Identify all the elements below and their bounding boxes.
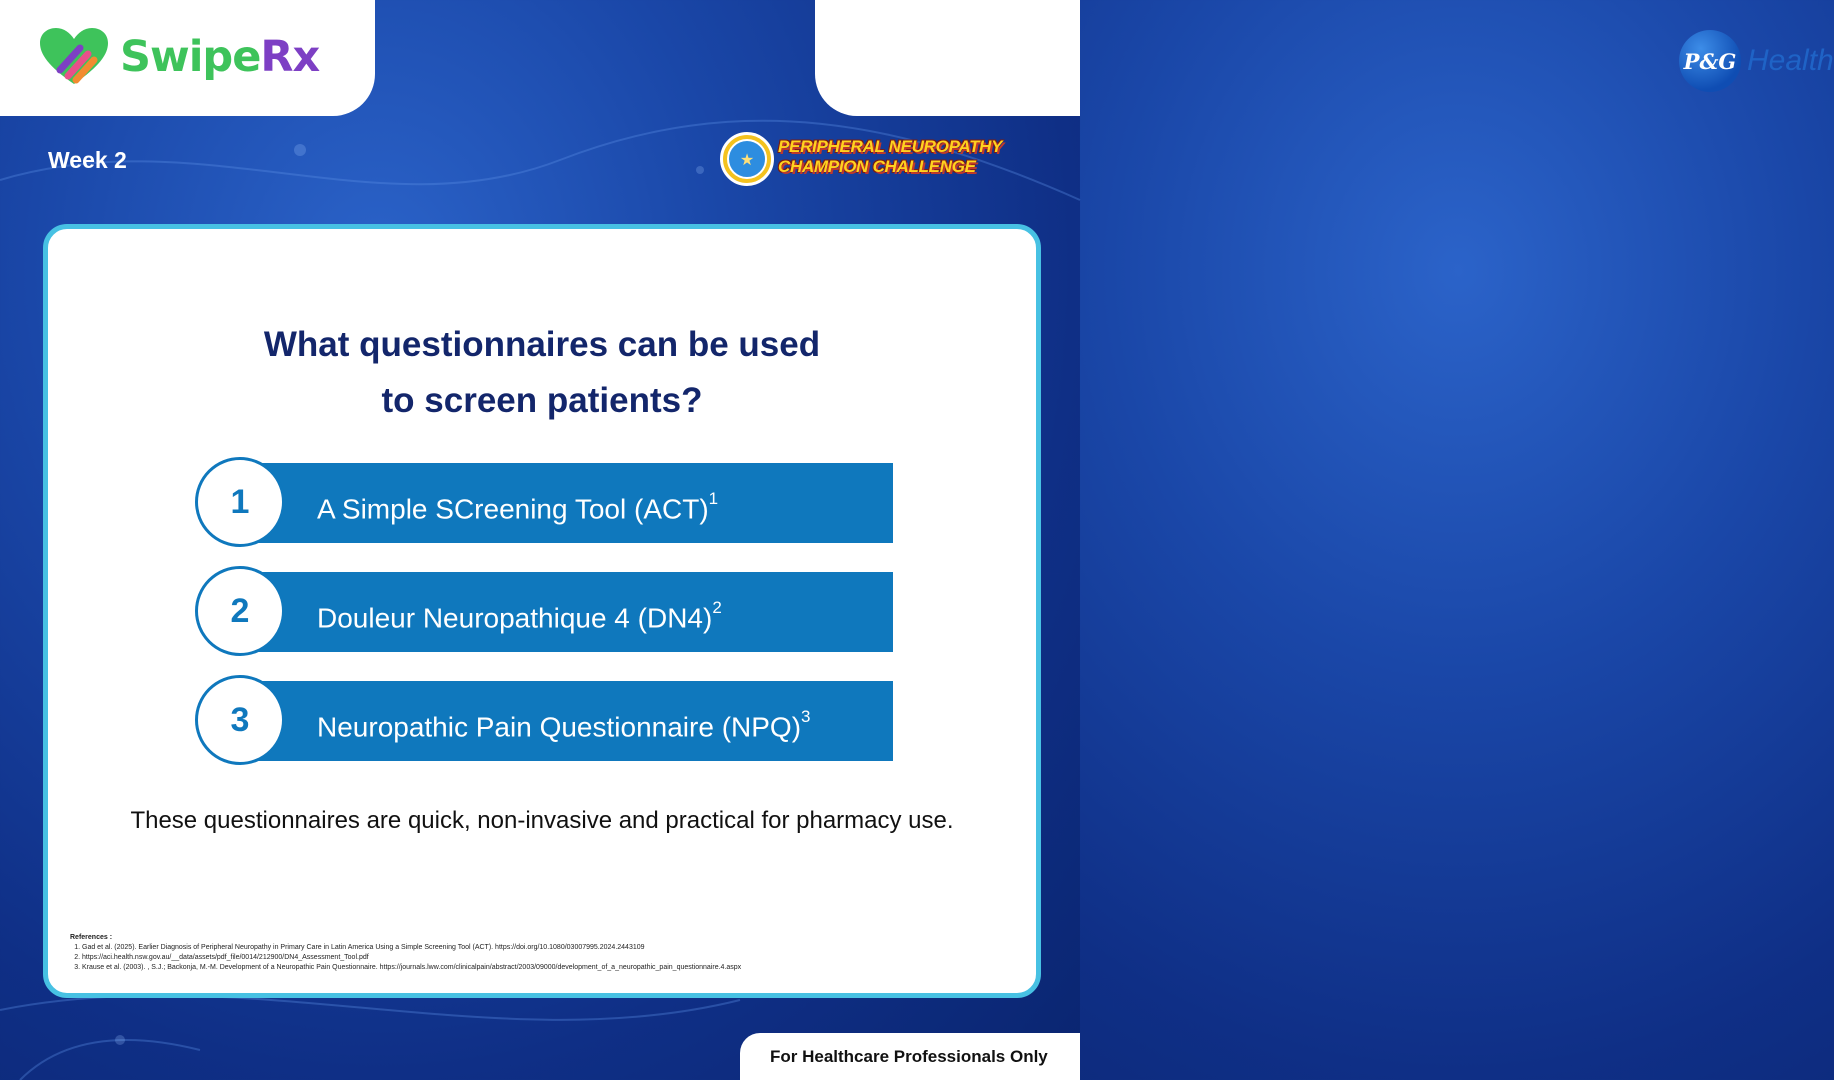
references-title: References : (70, 934, 113, 941)
question-card (43, 224, 1041, 998)
question-line-1: What questionnaires can be used (263, 325, 821, 364)
option-number: 3 (195, 675, 285, 765)
reference-item: 1. Gad et al. (2025). Earlier Diagnosis of Peripheral Neuropathy in Primary Care in Latin America Using a Simple Screening Tool (ACT). https://doi.org/10.1080/03007995.2024.2443109 (82, 943, 1010, 953)
challenge-title (778, 137, 1002, 177)
reference-item: 3. Krause et al. (2003). , S.J.; Backonja, M.-M. Development of a Neuropathic Pain Questionnaire. https://journals.lww.com/clinicalpain/abstract/2003/09000/development_of_a_neuropathic_pain_questionnaire.4.aspx (82, 963, 1010, 973)
challenge-title-line1: PERIPHERAL NEUROPATHY (778, 137, 1003, 156)
pg-circle-mark: P&G (1679, 30, 1741, 92)
challenge-logo (720, 132, 1020, 188)
summary-note: These questionnaires are quick, non-invasive and practical for pharmacy use. (130, 807, 954, 834)
swiperx-wordmark: SwipeRx (120, 32, 320, 82)
footer-disclaimer: For Healthcare Professionals Only (770, 1047, 1048, 1066)
option-label: Douleur Neuropathique 4 $(DN4)^2$ (317, 598, 722, 634)
question-heading (48, 317, 1036, 429)
pg-health-label: Health (1747, 44, 1834, 77)
references-list (70, 943, 1010, 973)
brand-tab (0, 0, 375, 116)
option-item (195, 566, 895, 656)
question-line-2: to screen patients? (381, 381, 703, 420)
reference-superscript: 2 (712, 598, 722, 617)
option-number: 1 (195, 457, 285, 547)
partner-tab (815, 0, 1834, 116)
option-label: Neuropathic Pain Questionnaire (NPQ)$^3$ (317, 707, 811, 743)
option-number: 2 (195, 566, 285, 656)
footer-tab (740, 1033, 1080, 1080)
week-label: Week 2 (48, 147, 127, 173)
references (70, 933, 1010, 973)
reference-superscript: 1 (708, 489, 719, 508)
option-item (195, 457, 895, 547)
swiperx-logo (38, 26, 319, 88)
challenge-title-line2: CHAMPION CHALLENGE (778, 157, 976, 176)
option-label: A Simple SCreening Tool (ACT)$^1$ (317, 489, 719, 525)
swiperx-heart-icon (38, 26, 110, 88)
reference-superscript: 3 (801, 707, 811, 726)
champion-badge-icon: ★ (720, 132, 774, 186)
option-item (195, 675, 895, 765)
pg-health-logo (1679, 30, 1834, 92)
reference-item: 2. https://aci.health.nsw.gov.au/__data/assets/pdf_file/0014/212900/DN4_Assessment_Tool.pdf (82, 953, 1010, 963)
